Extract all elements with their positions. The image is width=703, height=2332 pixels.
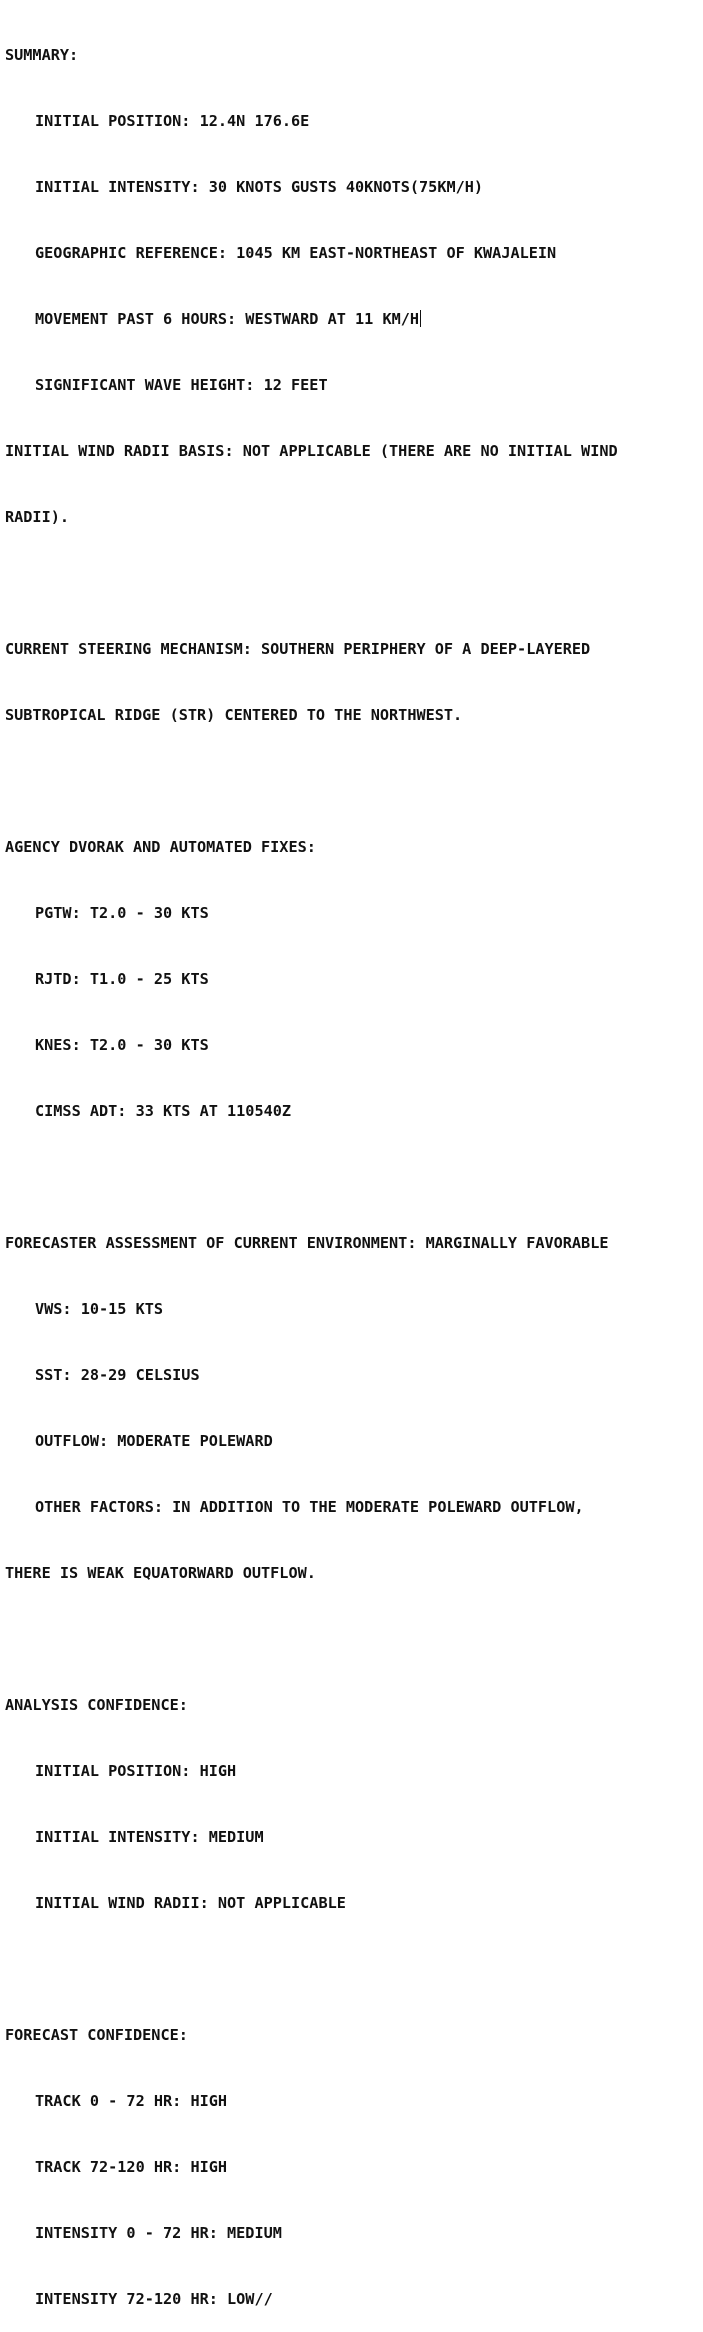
- other-factors-line-1: OTHER FACTORS: IN ADDITION TO THE MODERATE POLEWARD OUTFLOW,: [35, 1498, 584, 1516]
- steering-line-1: CURRENT STEERING MECHANISM: SOUTHERN PERIPHERY OF A DEEP-LAYERED: [5, 640, 591, 658]
- outflow-line: OUTFLOW: MODERATE POLEWARD: [35, 1432, 273, 1450]
- other-factors-line-2: THERE IS WEAK EQUATORWARD OUTFLOW.: [5, 1564, 316, 1582]
- wind-radii-basis-line-1: INITIAL WIND RADII BASIS: NOT APPLICABLE (THERE ARE NO INITIAL WIND: [5, 442, 618, 460]
- text-cursor: [420, 310, 421, 327]
- initial-position-line: INITIAL POSITION: 12.4N 176.6E: [35, 112, 310, 130]
- analysis-intensity-line: INITIAL INTENSITY: MEDIUM: [35, 1828, 264, 1846]
- analysis-wind-radii-line: INITIAL WIND RADII: NOT APPLICABLE: [35, 1894, 346, 1912]
- bulletin-text[interactable]: [5, 0, 701, 2332]
- cimss-adt-line: CIMSS ADT: 33 KTS AT 110540Z: [35, 1102, 292, 1120]
- initial-intensity-line: INITIAL INTENSITY: 30 KNOTS GUSTS 40KNOTS(75KM/H): [35, 178, 484, 196]
- analysis-position-line: INITIAL POSITION: HIGH: [35, 1762, 237, 1780]
- track-0-72-line: TRACK 0 - 72 HR: HIGH: [35, 2092, 228, 2110]
- intensity-72-120-line: INTENSITY 72-120 HR: LOW//: [35, 2290, 273, 2308]
- knes-fix-line: KNES: T2.0 - 30 KTS: [35, 1036, 209, 1054]
- movement-line-wrapper: [5, 308, 701, 330]
- blank-line: [5, 572, 701, 594]
- blank-line: [5, 1166, 701, 1188]
- pgtw-fix-line: PGTW: T2.0 - 30 KTS: [35, 904, 209, 922]
- forecast-confidence-heading: FORECAST CONFIDENCE:: [5, 2026, 188, 2044]
- steering-line-2: SUBTROPICAL RIDGE (STR) CENTERED TO THE NORTHWEST.: [5, 706, 463, 724]
- movement-line: MOVEMENT PAST 6 HOURS: WESTWARD AT 11 KM/H: [35, 310, 420, 328]
- summary-heading: SUMMARY:: [5, 46, 79, 64]
- blank-line: [5, 1958, 701, 1980]
- wind-radii-basis-line-2: RADII).: [5, 508, 70, 526]
- blank-line: [5, 1628, 701, 1650]
- blank-line: [5, 770, 701, 792]
- geographic-reference-line: GEOGRAPHIC REFERENCE: 1045 KM EAST-NORTHEAST OF KWAJALEIN: [35, 244, 557, 262]
- sst-line: SST: 28-29 CELSIUS: [35, 1366, 200, 1384]
- track-72-120-line: TRACK 72-120 HR: HIGH: [35, 2158, 228, 2176]
- environment-heading: FORECASTER ASSESSMENT OF CURRENT ENVIRONMENT: MARGINALLY FAVORABLE: [5, 1234, 609, 1252]
- rjtd-fix-line: RJTD: T1.0 - 25 KTS: [35, 970, 209, 988]
- vws-line: VWS: 10-15 KTS: [35, 1300, 164, 1318]
- dvorak-heading: AGENCY DVORAK AND AUTOMATED FIXES:: [5, 838, 316, 856]
- wave-height-line: SIGNIFICANT WAVE HEIGHT: 12 FEET: [35, 376, 328, 394]
- intensity-0-72-line: INTENSITY 0 - 72 HR: MEDIUM: [35, 2224, 282, 2242]
- analysis-confidence-heading: ANALYSIS CONFIDENCE:: [5, 1696, 188, 1714]
